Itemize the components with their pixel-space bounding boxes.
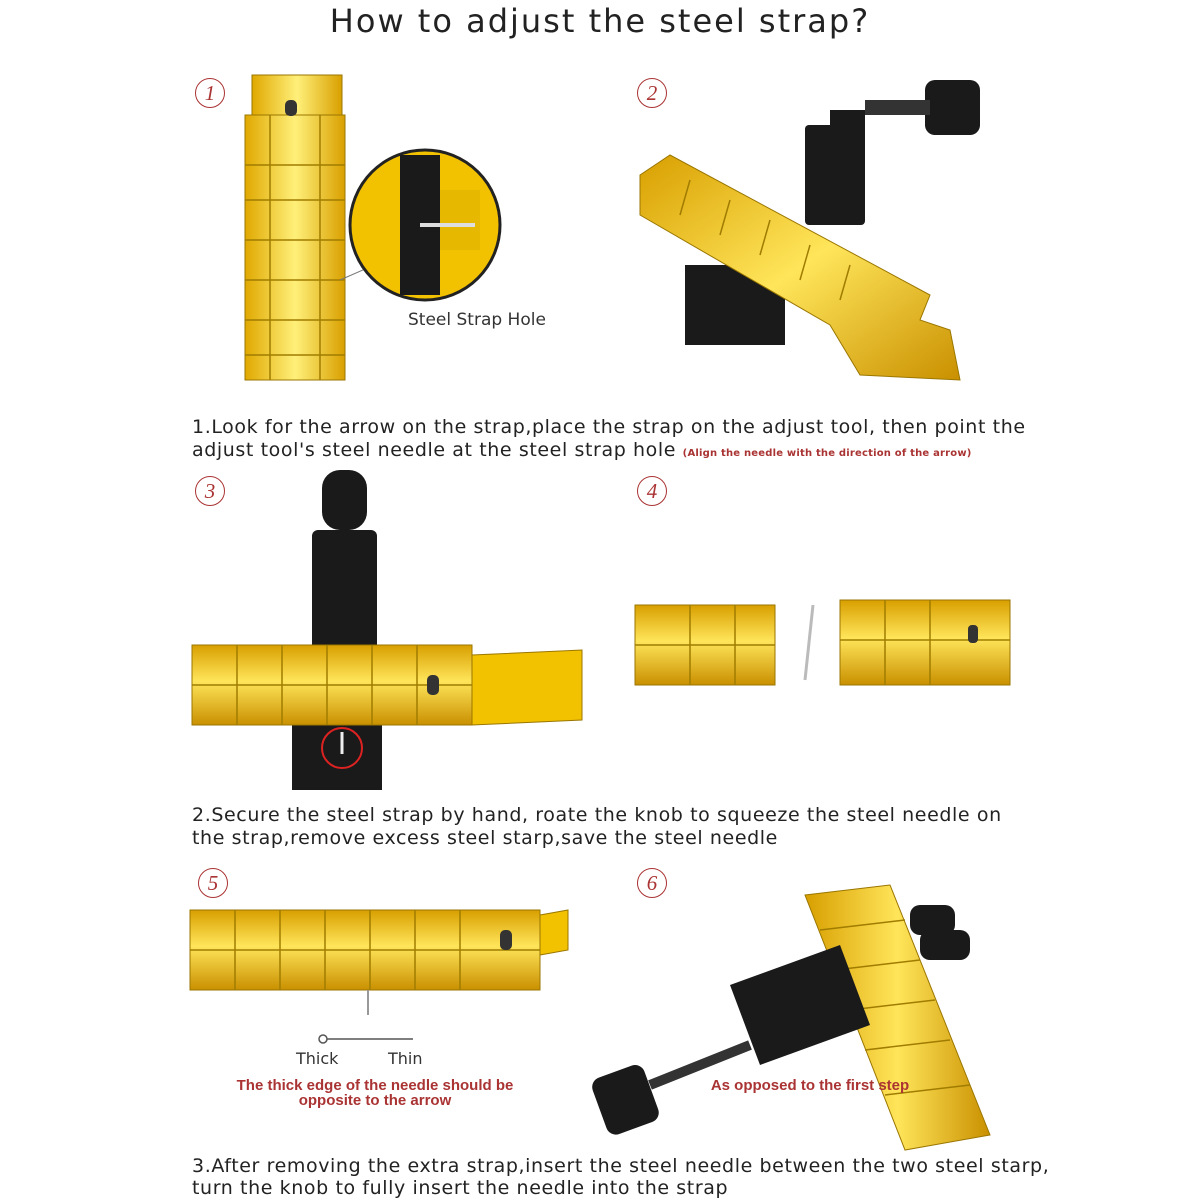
step-number-4: 4 — [637, 476, 667, 506]
instruction-2-line-1: 2.Secure the steel strap by hand, roate the knob to squeeze the steel needle on — [192, 804, 1002, 826]
strap-separated-illustration — [635, 585, 1015, 695]
instruction-1-line-2 — [192, 439, 972, 465]
align-note: (Align the needle with the direction of the arrow) — [682, 448, 972, 459]
step-number-3: 3 — [195, 476, 225, 506]
steel-strap-hole-label: Steel Strap Hole — [408, 310, 546, 330]
instruction-1-line-2-text: adjust tool's steel needle at the steel strap hole — [192, 439, 677, 461]
step-number-1: 1 — [195, 78, 225, 108]
needle-orientation-note: The thick edge of the needle should be opposite to the arrow — [236, 1077, 514, 1109]
strap-hole-magnifier — [330, 150, 490, 320]
insert-needle-tool-illustration — [590, 885, 1010, 1155]
joined-strap-illustration — [190, 890, 570, 1020]
reverse-step-note: As opposed to the first step — [710, 1077, 910, 1094]
page-title: How to adjust the steel strap? — [329, 2, 871, 40]
step-number-5: 5 — [198, 868, 228, 898]
thin-label: Thin — [388, 1049, 423, 1068]
step-number-2: 2 — [637, 78, 667, 108]
thick-label: Thick — [296, 1049, 339, 1068]
instruction-2-line-2: the strap,remove excess steel starp,save the steel needle — [192, 827, 778, 849]
instruction-3-line-2: turn the knob to fully insert the needle into the strap — [192, 1177, 729, 1199]
strap-on-tool-illustration — [630, 75, 1010, 385]
step-number-6: 6 — [637, 868, 667, 898]
instruction-3-line-1: 3.After removing the extra strap,insert the steel needle between the two steel starp, — [192, 1155, 1050, 1177]
tool-pressing-needle-illustration — [192, 470, 592, 800]
instruction-1-line-1: 1.Look for the arrow on the strap,place the strap on the adjust tool, then point the — [192, 416, 1026, 438]
needle-diagram — [318, 1034, 418, 1044]
